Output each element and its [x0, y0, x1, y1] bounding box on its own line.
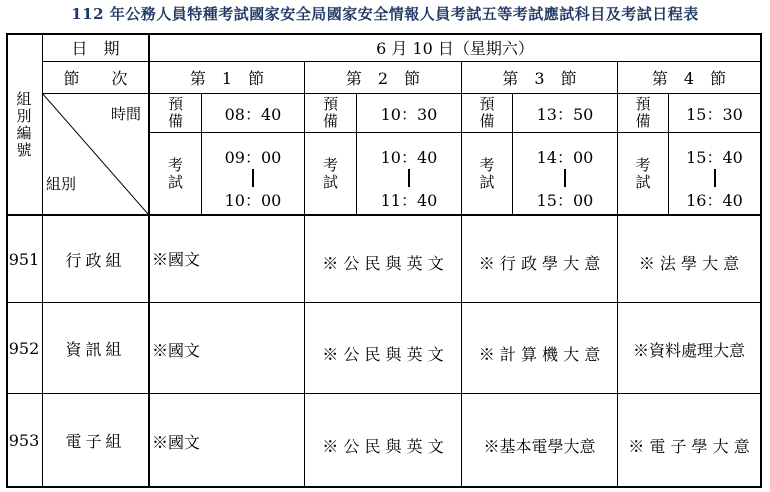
prep-label: 預 備 [635, 95, 651, 130]
session-2-header: 第 2 節 [345, 69, 421, 88]
row-group: 資訊組 [65, 339, 126, 359]
subject-cell: ※國文 [152, 340, 201, 360]
prep-time-4: 15：30 [686, 104, 743, 124]
subject-cell: ※資料處理大意 [632, 340, 745, 360]
group-number-header: 組 別 編 號 [16, 89, 32, 159]
exam-time-3: 14：00 15：00 [536, 148, 594, 210]
row-code: 952 [8, 338, 40, 358]
exam-time-1: 09：00 10：00 [224, 148, 282, 210]
prep-time-1: 08：40 [224, 104, 282, 124]
exam-time-2: 10：40 11：40 [380, 148, 438, 210]
subject-cell: ※ 法 學 大 意 [638, 253, 740, 273]
subject-cell: ※ 電 子 學 大 意 [628, 436, 750, 456]
session-1-header: 第 1 節 [189, 69, 265, 88]
prep-time-3: 13：50 [536, 104, 594, 124]
exam-time-4: 15：40 16：40 [686, 148, 743, 210]
session-4-header: 第 4 節 [651, 69, 727, 88]
date-label: 日 期 [71, 39, 120, 58]
time-label: 時間 [110, 104, 141, 123]
subject-cell: ※國文 [152, 432, 201, 452]
prep-time-2: 10：30 [380, 104, 438, 124]
schedule-table [6, 33, 762, 488]
row-code: 951 [8, 249, 40, 269]
session-label: 節 次 [63, 69, 128, 88]
subject-cell: ※ 計 算 機 大 意 [478, 344, 601, 364]
subject-cell: ※ 行 政 學 大 意 [478, 253, 601, 273]
exam-label: 考 試 [167, 155, 183, 191]
subject-cell: ※ 公 民 與 英 文 [322, 344, 444, 364]
row-group: 電子組 [65, 431, 126, 451]
exam-label: 考 試 [322, 155, 338, 191]
session-3-header: 第 3 節 [502, 69, 577, 88]
date-value: 6 月 10 日（星期六） [376, 39, 534, 58]
prep-label: 預 備 [322, 95, 338, 130]
exam-label: 考 試 [479, 155, 495, 191]
prep-label: 預 備 [479, 95, 495, 130]
row-code: 953 [8, 430, 40, 450]
prep-label: 預 備 [167, 95, 183, 130]
subject-cell: ※ 公 民 與 英 文 [322, 436, 444, 456]
subject-cell: ※國文 [152, 249, 201, 269]
subject-cell: ※基本電學大意 [483, 436, 596, 456]
subject-cell: ※ 公 民 與 英 文 [322, 253, 444, 273]
group-label: 組別 [46, 174, 77, 193]
page-title: 112 年公務人員特種考試國家安全局國家安全情報人員考試五等考試應試科目及考試日程表 [71, 5, 699, 23]
row-group: 行政組 [65, 250, 126, 270]
exam-label: 考 試 [635, 155, 651, 191]
